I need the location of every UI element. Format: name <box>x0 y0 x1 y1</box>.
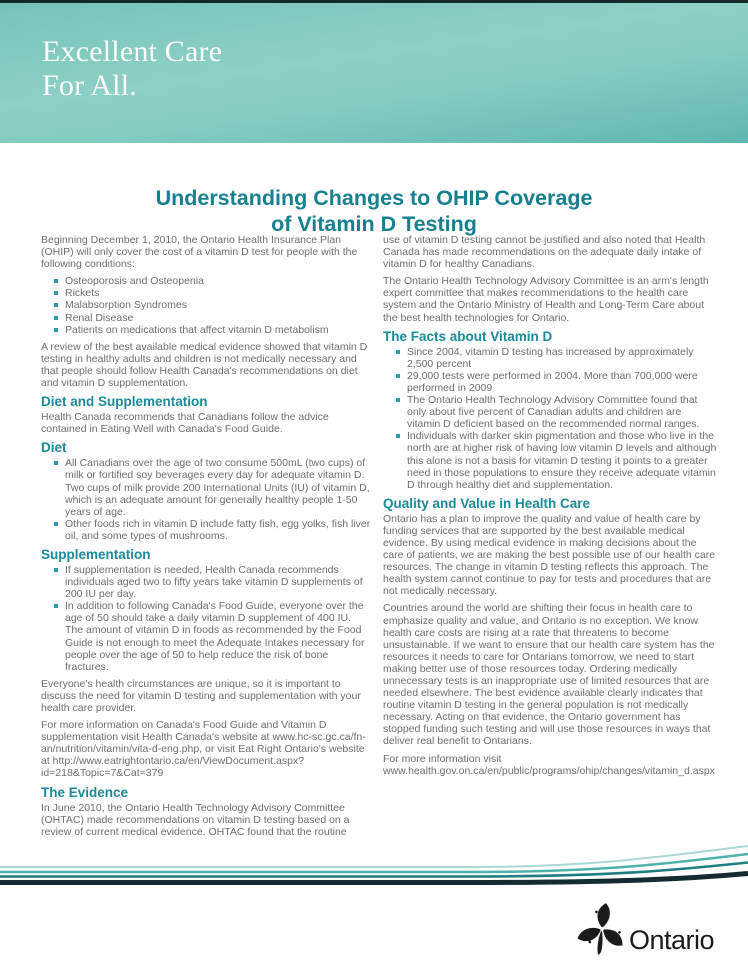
ontario-logo-text: Ontario <box>628 925 714 955</box>
left-more-info-paragraph: For more information on Canada's Food Guide and Vitamin D supplementation visit Health Canada's website at www.hc-sc.gc.ca/fn-an/nutrition/vitamin/vita-d-eng.php, or visit Eat Right Ontario's website at http://www.eatrightontario.ca/en/ViewDocument.aspx?id=218&Topic=7&Cat=379 <box>41 719 366 780</box>
bullet-square-icon <box>396 350 400 354</box>
bullet-square-icon <box>54 568 58 572</box>
bullet-square-icon <box>54 604 58 608</box>
bullet-square-icon <box>396 398 400 402</box>
bullet-square-icon <box>54 279 58 283</box>
bullet-square-icon <box>396 434 400 438</box>
banner-title-line2: For All. <box>42 69 137 102</box>
quality-paragraph-2: Countries around the world are shifting their focus in health care to emphasize quality and value, and Ontario is no exception. We know health care costs are rising at a rate that threatens to become unsustainable. If we want to ensure that our health care system has the resources it needs to care for Ontarians tomorrow, we need to start making better use of those resources today. Ordering medically unnecessary tests is an inappropriate use of limited resources that are needed elsewhere. The best evidence available clearly indicates that routine vitamin D testing in the general population is not medically necessary. Acting on that evidence, the Ontario government has stopped funding such testing and will use those resources in ways that deliver real benefit to Ontarians. <box>383 602 715 748</box>
right-column <box>383 234 717 843</box>
list-item-text: Individuals with darker skin pigmentation and those who live in the north are at higher risk of having low vitamin D levels and although this alone is not a basis for vitamin D testing it points to a greater need in those populations to ensure they receive adequate vitamin D through healthy diet and supplementation. <box>407 430 717 491</box>
list-item <box>41 287 371 299</box>
bullet-square-icon <box>54 303 58 307</box>
list-item <box>383 430 717 490</box>
ontario-trillium-icon <box>577 902 627 956</box>
list-item <box>41 564 371 600</box>
list-item <box>41 275 371 287</box>
diet-supplementation-paragraph: Health Canada recommends that Canadians follow the advice contained in Eating Well with Canada's Food Guide. <box>41 411 329 436</box>
bullet-square-icon <box>54 316 58 320</box>
list-item-text: Osteoporosis and Osteopenia <box>65 275 204 288</box>
intro-paragraph: Beginning December 1, 2010, the Ontario Health Insurance Plan (OHIP) will only cover the cost of a vitamin D test for people with the following conditions: <box>41 234 358 271</box>
page-title-line1: Understanding Changes to OHIP Coverage <box>155 186 593 211</box>
supplementation-list <box>41 564 371 673</box>
ohtac-paragraph: The Ontario Health Technology Advisory Committee is an arm's length expert committee that makes recommendations to the health care system and the Ontario Ministry of Health and Long-Term Care about the best health technologies for Ontario. <box>383 275 709 324</box>
list-item <box>41 518 371 542</box>
list-item-text: If supplementation is needed, Health Canada recommends individuals aged two to fifty years take vitamin D supplements of 200 IU per day. <box>65 563 363 601</box>
banner-title <box>42 35 222 103</box>
list-item-text: Patients on medications that affect vitamin D metabolism <box>65 323 329 336</box>
page-title <box>0 185 748 237</box>
list-item-text: Malabsorption Syndromes <box>65 299 187 312</box>
right-more-info-paragraph: For more information visit www.health.gov.on.ca/en/public/programs/ohip/changes/vitamin_d.aspx <box>383 752 715 777</box>
bullet-square-icon <box>54 461 58 465</box>
quality-paragraph-1: Ontario has a plan to improve the quality and value of health care by funding services that are supported by the best available medical evidence. By using medical evidence in making decisions about the care of patients, we are making the best possible use of our health care resources. The change in vitamin D testing reflects this approach. The health system cannot continue to pay for tests and procedures that are not medically necessary. <box>383 512 716 598</box>
list-item <box>383 346 717 370</box>
header-banner <box>0 3 748 143</box>
list-item <box>41 324 371 336</box>
list-item-text: All Canadians over the age of two consume 500mL (two cups) of milk or fortified soy beverages every day for adequate vitamin D. Two cups of milk provide 200 International Units (IU) of vitamin D, which is an adequate amount for generally healthy people 1-50 years of age. <box>65 457 370 518</box>
bullet-square-icon <box>396 374 400 378</box>
list-item-text: 29,000 tests were performed in 2004. More than 700,000 were performed in 2009 <box>407 369 698 394</box>
footer-wave-decoration <box>0 845 748 890</box>
list-item-text: Other foods rich in vitamin D include fatty fish, egg yolks, fish liver oil, and some types of mushrooms. <box>65 517 371 542</box>
section-heading-diet: Diet <box>41 440 67 456</box>
evidence-paragraph: In June 2010, the Ontario Health Technology Advisory Committee (OHTAC) made recommendations on vitamin D testing based on a review of current medical evidence. OHTAC found that the routine <box>41 801 350 838</box>
left-column <box>41 234 371 843</box>
list-item <box>41 457 371 517</box>
banner-title-line1: Excellent Care <box>42 35 223 68</box>
facts-list <box>383 346 717 491</box>
list-item-text: In addition to following Canada's Food Guide, everyone over the age of 50 should take a daily vitamin D supplement of 400 IU. The amount of vitamin D in foods as recommended by the Food Guide is not enough to meet the Adequate Intakes necessary for people over the age of 50 to help reduce the risk of bone fractures. <box>65 600 365 673</box>
unique-circumstances-paragraph: Everyone's health circumstances are unique, so it is important to discuss the need for vitamin D testing and supplementation with your health care provider. <box>41 677 361 714</box>
bullet-square-icon <box>54 291 58 295</box>
section-heading-facts-about-vitamin-d: The Facts about Vitamin D <box>383 328 553 344</box>
conditions-list <box>41 275 371 335</box>
list-item <box>41 312 371 324</box>
two-column-body <box>41 234 717 843</box>
page-title-line2: of Vitamin D Testing <box>271 212 477 237</box>
section-heading-supplementation: Supplementation <box>41 546 151 562</box>
list-item-text: Rickets <box>65 287 100 300</box>
list-item-text: Renal Disease <box>65 311 134 324</box>
section-heading-the-evidence: The Evidence <box>41 784 129 800</box>
section-heading-diet-and-supplementation: Diet and Supplementation <box>41 394 208 410</box>
ontario-logo <box>577 902 714 956</box>
list-item <box>383 370 717 394</box>
evidence-continuation-paragraph: use of vitamin D testing cannot be justified and also noted that Health Canada has made recommendations on the adequate daily intake of vitamin D for healthy Canadians. <box>383 234 706 271</box>
section-heading-quality-and-value: Quality and Value in Health Care <box>383 495 591 511</box>
list-item <box>383 394 717 430</box>
list-item <box>41 299 371 311</box>
review-paragraph: A review of the best available medical evidence showed that vitamin D testing in healthy adults and children is not medically necessary and that people should follow Health Canada's recommendations on diet and vitamin D supplementation. <box>41 340 368 390</box>
list-item-text: Since 2004, vitamin D testing has increased by approximately 2,500 percent <box>407 345 694 370</box>
bullet-square-icon <box>54 522 58 526</box>
bullet-square-icon <box>54 328 58 332</box>
list-item <box>41 600 371 673</box>
diet-list <box>41 457 371 542</box>
list-item-text: The Ontario Health Technology Advisory Committee found that only about five percent of Canadian adults and children are vitamin D deficient based on the recommended normal ranges. <box>407 394 700 431</box>
